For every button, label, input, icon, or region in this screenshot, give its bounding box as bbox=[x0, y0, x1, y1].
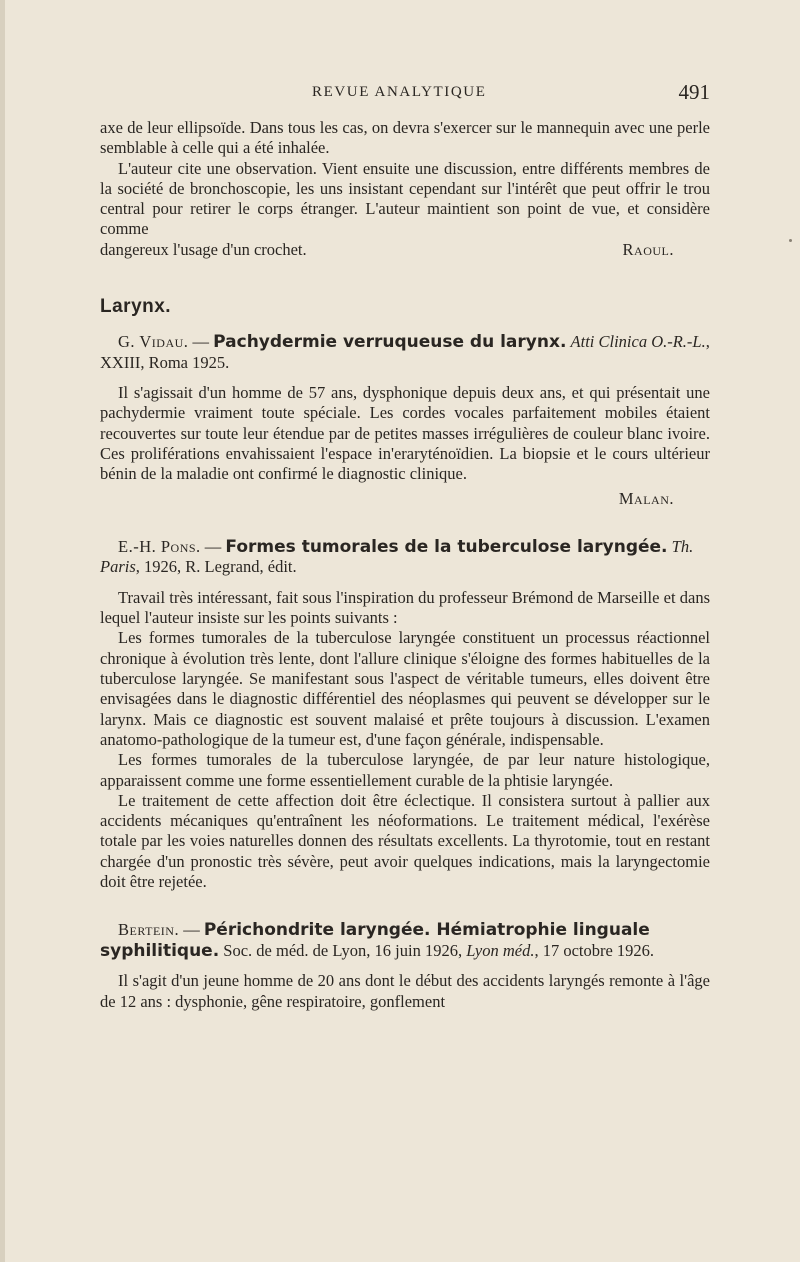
review-entry bbox=[100, 332, 710, 509]
entry-paragraph: Travail très intéressant, fait sous l'inspiration du professeur Brémond de Marseille et dans lequel l'auteur insiste sur les points suivants : bbox=[100, 587, 710, 628]
author-signature: Raoul. bbox=[622, 239, 674, 259]
entry-source-details: , XXIII, Roma 1925. bbox=[100, 332, 710, 372]
entry-title: Périchondrite laryngée. Hémiatrophie linguale syphilitique. bbox=[100, 920, 650, 961]
entry-paragraph: Il s'agissait d'un homme de 57 ans, dysphonique depuis deux ans, et qui présentait une pachydermie vraiment toute spéciale. Les cordes vocales parfaitement mobiles étaient recouvertes sur toute leur étendue par de petites masses irrégulières de couleur blanc ivoire. Ces proliférations envahissaient l'espace in'eraryténoïdien. La biopsie et le cours ultérieur bénin de la maladie ont confirmé le diagnostic clinique. bbox=[100, 383, 710, 484]
entry-paragraph: Les formes tumorales de la tuberculose laryngée constituent un processus réactionnel chronique à évolution très lente, dont l'allure clinique s'éloigne des formes habituelles de la tuberculose laryngée. Se manifestant sous l'aspect de véritable tumeurs, elles doivent être envisagées dans le diagnostic différentiel des néoplasmes qui peuvent se développer sur le larynx. Mais ce diagnostic est souvent malaisé et prête toujours à discussion. L'examen anatomo-pathologique de la tumeur est, d'une façon générale, indispensable. bbox=[100, 628, 710, 749]
section-heading: Larynx. bbox=[100, 296, 172, 318]
author-signature: Malan. bbox=[618, 488, 674, 508]
bibliographic-reference: E.-H. Pons. — Formes tumorales de la tuberculose laryngée. Th. Paris, 1926, R. Legrand, édit. bbox=[100, 536, 694, 577]
continuation-paragraph: L'auteur cite une observation. Vient ensuite une discussion, entre différents membres de la société de bronchoscopie, les uns insistant cependant sur l'intérêt que peut offrir le trou central pour retirer le corps étranger. L'auteur maintient son point de vue, et considère comme bbox=[100, 158, 710, 239]
entry-source: Atti Clinica O.-R.-L. bbox=[570, 332, 706, 352]
page-fold-shadow bbox=[0, 0, 5, 1262]
closing-text: dangereux l'usage d'un crochet. bbox=[100, 239, 307, 259]
entry-source-tail: , 17 octobre 1926. bbox=[534, 940, 655, 960]
entry-paragraph: Il s'agit d'un jeune homme de 20 ans dont le début des accidents laryngés remonte à l'âge de 12 ans : dysphonie, gêne respiratoire, gonflement bbox=[100, 971, 710, 1011]
entry-paragraph: Le traitement de cette affection doit être éclectique. Il consistera surtout à pallier aux accidents mécaniques qu'entraînent les néoformations. Le traitement médical, l'exérèse totale par les voies naturelles donnen des résultats excellents. La thyrotomie, tout en restant chargée d'un pronostic très sévère, peut avoir quelques indications, mais la laryngectomie doit être rejetée. bbox=[100, 790, 710, 892]
review-entry bbox=[100, 920, 710, 1012]
entry-author: E.-H. Pons. bbox=[118, 536, 201, 556]
entry-source-details: , 1926, R. Legrand, édit. bbox=[135, 557, 297, 577]
closing-line bbox=[100, 240, 710, 260]
page-body bbox=[100, 118, 710, 1012]
bibliographic-reference: G. Vidau. — Pachydermie verruqueuse du larynx. Atti Clinica O.-R.-L., XXIII, Roma 1925. bbox=[100, 332, 710, 372]
page-header bbox=[100, 82, 710, 108]
continuation-paragraph: axe de leur ellipsoïde. Dans tous les cas, on devra s'exercer sur le mannequin avec une perle semblable à celle qui a été inhalée. bbox=[100, 118, 710, 158]
entry-source: Lyon méd. bbox=[466, 940, 535, 960]
margin-speck bbox=[789, 239, 792, 242]
entry-author: Bertein. bbox=[118, 920, 180, 940]
entry-title: Formes tumorales de la tuberculose laryngée. bbox=[225, 536, 668, 557]
entry-source-details: Soc. de méd. de Lyon, 16 juin 1926, bbox=[219, 940, 467, 960]
bibliographic-reference: Bertein. — Périchondrite laryngée. Hémiatrophie linguale syphilitique. Soc. de méd. de Lyon, 16 juin 1926, Lyon méd., 17 octobre 1926. bbox=[100, 920, 655, 961]
entry-source: Th. Paris bbox=[100, 536, 694, 577]
entry-paragraph: Les formes tumorales de la tuberculose laryngée, de par leur nature histologique, apparaissent comme une forme essentiellement curable de la phtisie laryngée. bbox=[100, 750, 710, 790]
entry-author: G. Vidau. bbox=[118, 332, 189, 352]
entry-title: Pachydermie verruqueuse du larynx. bbox=[213, 332, 567, 353]
page-number: 491 bbox=[678, 80, 710, 104]
running-head: REVUE ANALYTIQUE bbox=[312, 84, 487, 100]
review-entry bbox=[100, 537, 710, 892]
